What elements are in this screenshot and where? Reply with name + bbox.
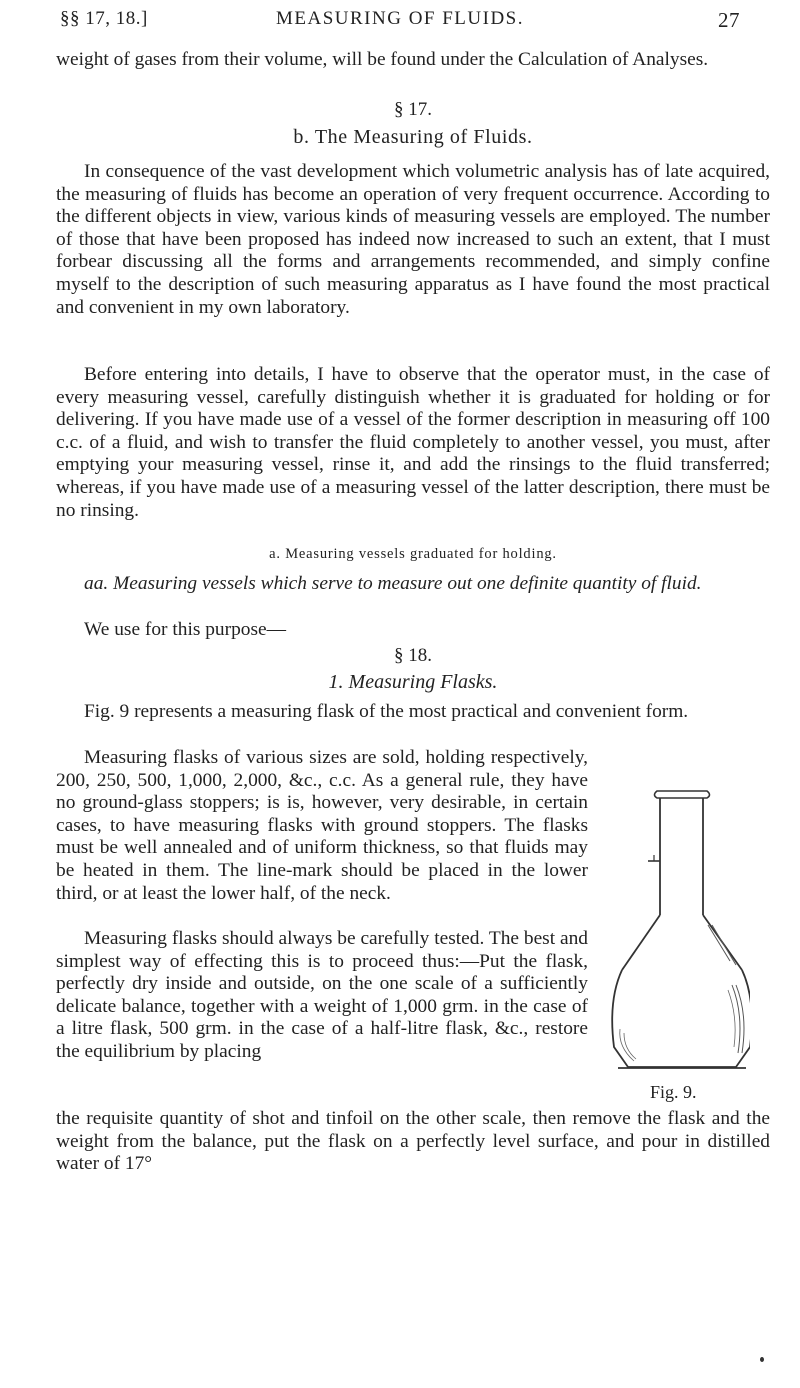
running-head: [60, 8, 740, 38]
section-18-paragraph-3: Measuring flasks should always be carefully tested. The best and simplest way of effecting this is to proceed thus:—Put the flask, perfectly dry inside and outside, on the one scale of a sufficiently delicate balance, together with a weight of 1,000 grm. in the case of a litre flask, 500 grm. in the case of a half-litre flask, &c., restore the equilibrium by placing: [56, 928, 588, 1062]
subsection-aa-heading: aa. Measuring vessels which serve to measure out one definite quantity of fluid.: [84, 573, 702, 594]
page-number: 27: [718, 8, 740, 32]
section-17-paragraph-1: In consequence of the vast development which volumetric analysis has of late acquired, the measuring of fluids has become an operation of very frequent occurrence. According to the different objects in view, various kinds of measuring vessels are employed. The number of those that have been proposed has indeed now increased to such an extent, that I must forbear discussing all the forms and arrangements recommended, and simply confine myself to the description of such measuring apparatus as I have found the most practical and convenient in my own laboratory.: [56, 161, 770, 318]
section-18-paragraph-3-continued: the requisite quantity of shot and tinfoil on the other scale, then remove the flask and the weight from the balance, put the flask on a perfectly level surface, and pour in distilled water of 17°: [56, 1108, 770, 1175]
section-17-paragraph-2: Before entering into details, I have to observe that the operator must, in the case of every measuring vessel, carefully distinguish whether it is graduated for holding or for delivering. If you have made use of a vessel of the former description in measuring off 100 c.c. of a fluid, and wish to transfer the fluid completely to another vessel, you must, after emptying your measuring vessel, rinse it, and add the rinsings to the fluid transferred; whereas, if you have made use of a measuring vessel of the latter description, there must be no rinsing.: [56, 364, 770, 521]
section-18-paragraph-2: Measuring flasks of various sizes are sold, holding respectively, 200, 250, 500, 1,000, 2,000, &c., c.c. As a general rule, they have no ground-glass stoppers; is is, however, very desirable, in certain cases, to have measuring flasks with ground stoppers. The flasks must be well annealed and of uniform thickness, so that fluids may be heated in them. The line-mark should be placed in the lower third, or at least the lower half, of the neck.: [56, 747, 588, 904]
figure-9: [600, 785, 750, 1095]
section-18-heading: 1. Measuring Flasks.: [328, 671, 498, 693]
figure-caption: Fig. 9.: [650, 1082, 697, 1102]
page-mark: [760, 1357, 764, 1362]
section-17-number: § 17.: [394, 99, 432, 120]
section-reference: §§ 17, 18.]: [60, 8, 148, 29]
intro-paragraph: weight of gases from their volume, will be found under the Calculation of Analyses.: [56, 49, 709, 70]
subsection-a-heading: a. Measuring vessels graduated for holding.: [269, 546, 557, 562]
page-header-title: MEASURING OF FLUIDS.: [276, 8, 524, 29]
section-17-heading: b. The Measuring of Fluids.: [293, 126, 533, 148]
section-18-paragraph-1: Fig. 9 represents a measuring flask of the most practical and convenient form.: [84, 701, 689, 722]
purpose-line: We use for this purpose—: [84, 619, 287, 640]
section-18-number: § 18.: [394, 645, 432, 666]
measuring-flask-icon: [600, 785, 750, 1085]
